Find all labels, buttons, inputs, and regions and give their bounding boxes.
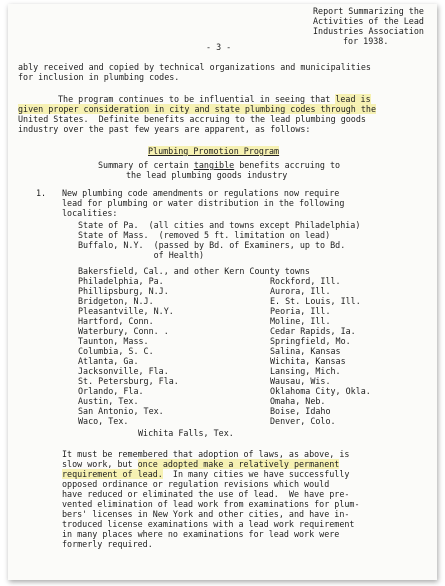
city-left: St. Petersburg, Fla.	[78, 376, 179, 386]
para2-highlight-1: lead is	[335, 94, 371, 104]
header-line-2: Activities of the Lead	[313, 16, 424, 26]
closing-line-2	[62, 459, 339, 469]
city-right: Cedar Rapids, Ia.	[270, 326, 356, 336]
city-right: Wausau, Wis.	[270, 376, 331, 386]
state-line-1: State of Pa. (all cities and towns except Philadelphia)	[78, 220, 361, 230]
item-line-2: lead for plumbing or water distribution in the following	[62, 198, 345, 208]
intro-line-2: for inclusion in plumbing codes.	[18, 72, 180, 82]
city-right: Oklahoma City, Okla.	[270, 386, 371, 396]
city-right: E. St. Louis, Ill.	[270, 296, 361, 306]
para2-highlight-2: given proper consideration in city and state plumbing codes through the	[18, 104, 376, 114]
city-right: Omaha, Neb.	[270, 396, 326, 406]
closing-line-3	[62, 469, 349, 479]
closing-line-2-text: slow work, but	[62, 459, 138, 469]
closing-line: opposed ordinance or regulation revisions which would	[62, 479, 330, 489]
city-left: San Antonio, Tex.	[78, 406, 164, 416]
summary-text-post: benefits accruing to	[234, 160, 341, 170]
city-right: Peoria, Ill.	[270, 306, 331, 316]
closing-line: in many places where no examinations for lead work were	[62, 529, 340, 539]
para2-line-3: United States. Definite benefits accruing to the lead plumbing goods	[18, 114, 366, 124]
closing-line: bers' licenses in New York and other cities, and have in-	[62, 509, 350, 519]
page-number: - 3 -	[206, 42, 232, 52]
state-line-3: Buffalo, N.Y. (passed by Bd. of Examiners, up to Bd.	[78, 240, 346, 250]
header-line-3: Industries Association	[313, 26, 424, 36]
closing-line: vented elimination of lead work from examinations for plum-	[62, 499, 360, 509]
city-center-last: Wichita Falls, Tex.	[138, 428, 234, 438]
city-right: Moline, Ill.	[270, 316, 331, 326]
document-page	[8, 4, 437, 580]
closing-line-1: It must be remembered that adoption of laws, as above, is	[62, 449, 350, 459]
city-left: Orlando, Fla.	[78, 386, 144, 396]
header-line-4: for 1938.	[343, 36, 389, 46]
item-line-1: New plumbing code amendments or regulations now require	[62, 188, 340, 198]
city-left: Waco, Tex.	[78, 416, 129, 426]
city-left: Austin, Tex.	[78, 396, 139, 406]
para2-line-2	[18, 104, 376, 114]
section-title: Plumbing Promotion Program	[148, 146, 280, 156]
para2-line-1-text: The program continues to be influential in seeing that	[58, 94, 336, 104]
header-line-1: Report Summarizing the	[313, 6, 424, 16]
summary-line-1	[98, 160, 340, 170]
closing-highlight-2: requirement of lead.	[62, 469, 163, 479]
city-left: Jacksonville, Fla.	[78, 366, 169, 376]
city-left: Columbia, S. C.	[78, 346, 154, 356]
city-left: Taunton, Mass.	[78, 336, 149, 346]
city-right: Rockford, Ill.	[270, 276, 341, 286]
city-left: Phillipsburg, N.J.	[78, 286, 169, 296]
city-left: Waterbury, Conn. .	[78, 326, 169, 336]
summary-line-2: the lead plumbing goods industry	[126, 170, 288, 180]
closing-highlight-1: once adopted make a relatively permanent	[137, 459, 340, 469]
state-line-2: State of Mass. (removed 5 ft. limitation on lead)	[78, 230, 331, 240]
closing-line: troduced license examinations with a lead work requirement	[62, 519, 355, 529]
city-left: Philadelphia, Pa.	[78, 276, 164, 286]
para2-line-1	[58, 94, 371, 104]
state-line-4: of Health)	[78, 250, 205, 260]
city-right: Aurora, Ill.	[270, 286, 331, 296]
item-number: 1.	[36, 188, 47, 198]
closing-line-3-text: In many cities we have successfully	[162, 469, 350, 479]
bakersfield-line: Bakersfield, Cal., and other Kern County towns	[78, 266, 310, 276]
summary-text-pre: Summary of certain	[98, 160, 194, 170]
summary-underlined-word: tangible	[193, 160, 235, 170]
city-right: Salina, Kansas	[270, 346, 341, 356]
closing-line: formerly required.	[62, 539, 153, 549]
city-left: Atlanta, Ga.	[78, 356, 139, 366]
city-right: Springfield, Mo.	[270, 336, 351, 346]
city-right: Denver, Colo.	[270, 416, 336, 426]
city-left: Bridgeton, N.J.	[78, 296, 154, 306]
intro-line-1: ably received and copied by technical organizations and municipalities	[18, 62, 371, 72]
city-left: Hartford, Conn.	[78, 316, 154, 326]
city-left: Pleasantville, N.Y.	[78, 306, 174, 316]
city-right: Boise, Idaho	[270, 406, 331, 416]
city-right: Wichita, Kansas	[270, 356, 346, 366]
para2-line-4: industry over the past few years are apparent, as follows:	[18, 124, 311, 134]
closing-line: have reduced or eliminated the use of lead. We have pre-	[62, 489, 350, 499]
city-right: Lansing, Mich.	[270, 366, 341, 376]
item-line-3: localities:	[62, 208, 118, 218]
